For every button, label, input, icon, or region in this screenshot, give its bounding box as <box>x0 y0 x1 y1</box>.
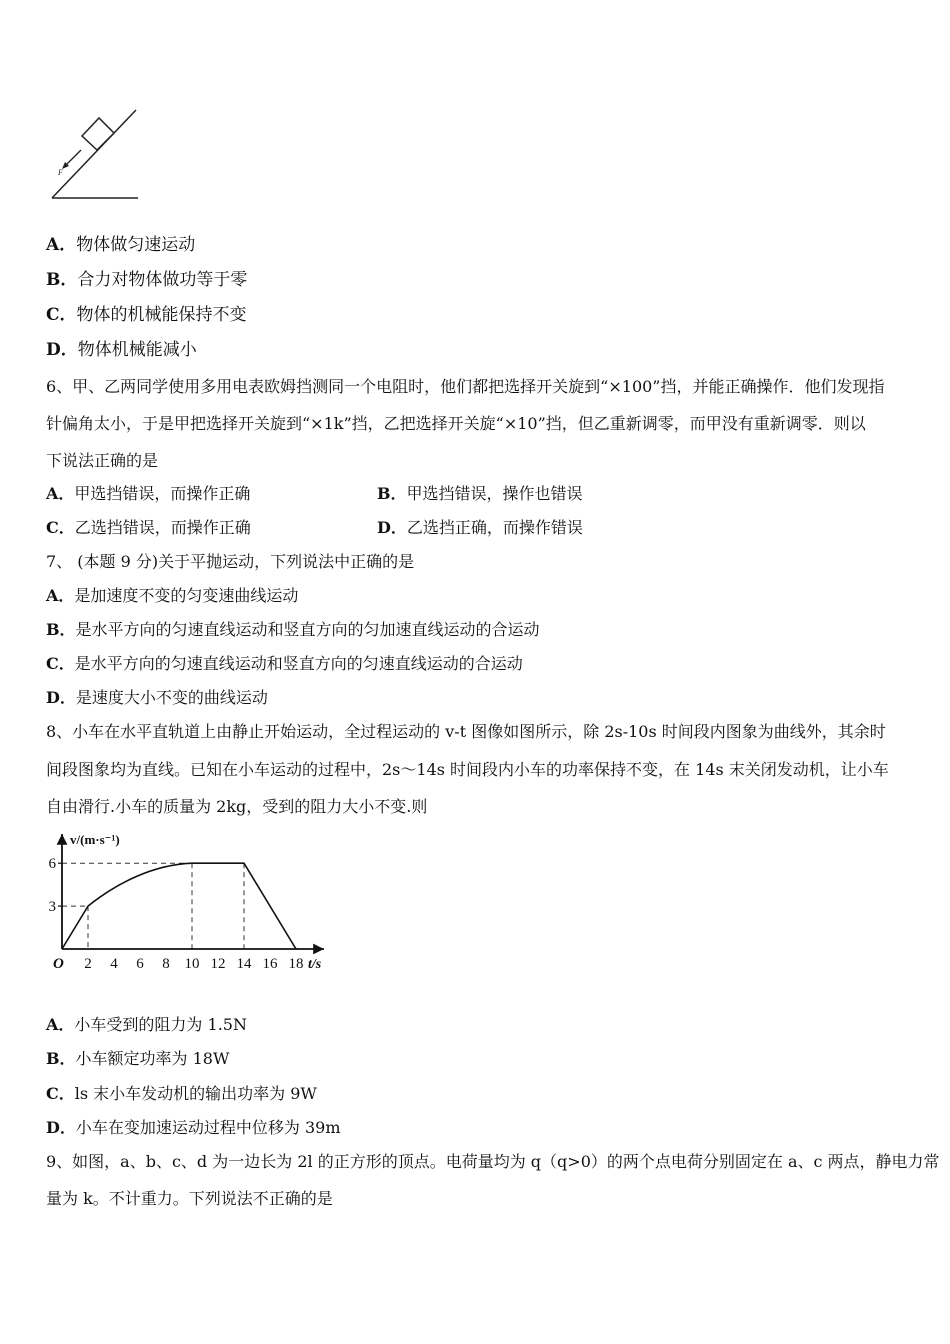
q5-option-a <box>46 235 195 255</box>
q8-option-b-text: 小车额定功率为 18W <box>75 1049 230 1068</box>
q7-option-a-letter: A． <box>46 586 75 605</box>
q6-option-a <box>46 484 250 504</box>
vt-chart <box>40 826 340 976</box>
q6-option-b-letter: B． <box>377 484 407 503</box>
x-tick-label: 8 <box>162 956 170 972</box>
force-label: F <box>58 168 63 177</box>
q5-option-c-letter: C． <box>46 305 77 325</box>
y-tick-label: 6 <box>48 856 56 873</box>
q8-option-d-letter: D． <box>46 1118 76 1137</box>
chart-guides <box>62 863 244 949</box>
x-tick-label: 4 <box>110 956 118 972</box>
x-tick-label: 16 <box>262 956 278 972</box>
q9-stem-line-1: 9、如图，a、b、c、d 为一边长为 2l 的正方形的顶点。电荷量均为 q（q>0）的两个点电荷分别固定在 a、c 两点，静电力常 <box>46 1152 940 1171</box>
q7-option-b-letter: B． <box>46 620 76 639</box>
q6-option-d <box>377 518 583 538</box>
q6-option-c-text: 乙选挡错误，而操作正确 <box>74 518 251 537</box>
q7-option-c-text: 是水平方向的匀速直线运动和竖直方向的匀速直线运动的合运动 <box>74 654 523 673</box>
x-tick-label: 6 <box>136 956 144 972</box>
q7-option-c <box>46 654 523 674</box>
q7-option-b <box>46 620 540 640</box>
q7-option-d-text: 是速度大小不变的曲线运动 <box>75 688 268 707</box>
q5-option-d-letter: D． <box>46 340 78 360</box>
q6-option-b-text: 甲选挡错误，操作也错误 <box>406 484 583 503</box>
q6-option-b <box>377 484 583 504</box>
q8-option-c-text: ls 末小车发动机的输出功率为 9W <box>74 1084 317 1103</box>
q7-option-c-letter: C． <box>46 654 75 673</box>
y-tick-label: 3 <box>48 899 56 916</box>
x-tick-label: 18 <box>288 956 304 972</box>
q5-option-d <box>46 340 197 360</box>
x-tick-label: 2 <box>84 956 92 972</box>
q8-option-b-letter: B． <box>46 1049 76 1068</box>
q5-option-d-text: 物体机械能减小 <box>77 340 197 360</box>
q7-stem: 7、 (本题 9 分)关于平抛运动，下列说法中正确的是 <box>46 552 415 571</box>
origin-label: O <box>53 956 64 972</box>
q6-option-a-letter: A． <box>46 484 75 503</box>
q9-stem-line-2: 量为 k。不计重力。下列说法不正确的是 <box>46 1189 333 1208</box>
q8-option-c-letter: C． <box>46 1084 75 1103</box>
q8-option-d-text: 小车在变加速运动过程中位移为 39m <box>75 1118 341 1137</box>
q6-option-d-letter: D． <box>377 518 407 537</box>
q5-option-a-text: 物体做匀速运动 <box>76 235 196 255</box>
q8-stem-line-1: 8、小车在水平直轨道上由静止开始运动，全过程运动的 v-t 图像如图所示，除 2s-10s 时间段内图象为曲线外，其余时 <box>46 722 886 741</box>
q6-stem-line-2: 针偏角太小，于是甲把选择开关旋到“×1k”挡，乙把选择开关旋“×10”挡，但乙重新调零，而甲没有重新调零．则以 <box>46 414 866 433</box>
x-tick-label: 12 <box>210 956 226 972</box>
q5-option-b-text: 合力对物体做功等于零 <box>77 270 248 290</box>
q8-option-c <box>46 1084 317 1104</box>
x-tick-label: 10 <box>184 956 200 972</box>
q7-option-a-text: 是加速度不变的匀变速曲线运动 <box>74 586 299 605</box>
q8-option-a <box>46 1015 247 1035</box>
q6-stem-line-1: 6、甲、乙两同学使用多用电表欧姆挡测同一个电阻时，他们都把选择开关旋到“×100”挡，并能正确操作．他们发现指 <box>46 377 885 396</box>
q8-option-d <box>46 1118 341 1138</box>
y-axis-label: v/(m·s⁻¹) <box>70 832 120 847</box>
q7-option-b-text: 是水平方向的匀速直线运动和竖直方向的匀加速直线运动的合运动 <box>75 620 540 639</box>
vt-series-line <box>62 863 296 949</box>
q8-stem-line-2: 间段图象均为直线。已知在小车运动的过程中，2s～14s 时间段内小车的功率保持不变，在 14s 末关闭发动机，让小车 <box>46 760 889 779</box>
q5-option-b <box>46 270 247 290</box>
chart-ticks <box>49 856 304 972</box>
q5-option-c-text: 物体的机械能保持不变 <box>76 305 247 325</box>
q5-option-c <box>46 305 247 325</box>
q7-option-d-letter: D． <box>46 688 76 707</box>
q7-option-d <box>46 688 268 708</box>
q6-option-a-text: 甲选挡错误，而操作正确 <box>74 484 251 503</box>
incline-block <box>82 118 114 150</box>
q8-stem-line-3: 自由滑行.小车的质量为 2kg，受到的阻力大小不变.则 <box>46 797 428 816</box>
q8-option-a-letter: A． <box>46 1015 75 1034</box>
q6-option-c <box>46 518 251 538</box>
q6-option-c-letter: C． <box>46 518 75 537</box>
q5-option-b-letter: B． <box>46 270 78 290</box>
incline-figure <box>44 104 144 204</box>
q8-option-a-text: 小车受到的阻力为 1.5N <box>74 1015 247 1034</box>
q6-stem-line-3: 下说法正确的是 <box>46 451 159 470</box>
x-axis-label: t/s <box>308 957 322 972</box>
q6-option-d-text: 乙选挡正确，而操作错误 <box>406 518 583 537</box>
q8-option-b <box>46 1049 229 1069</box>
q5-option-a-letter: A． <box>46 235 77 255</box>
x-tick-label: 14 <box>236 956 252 972</box>
q7-option-a <box>46 586 298 606</box>
